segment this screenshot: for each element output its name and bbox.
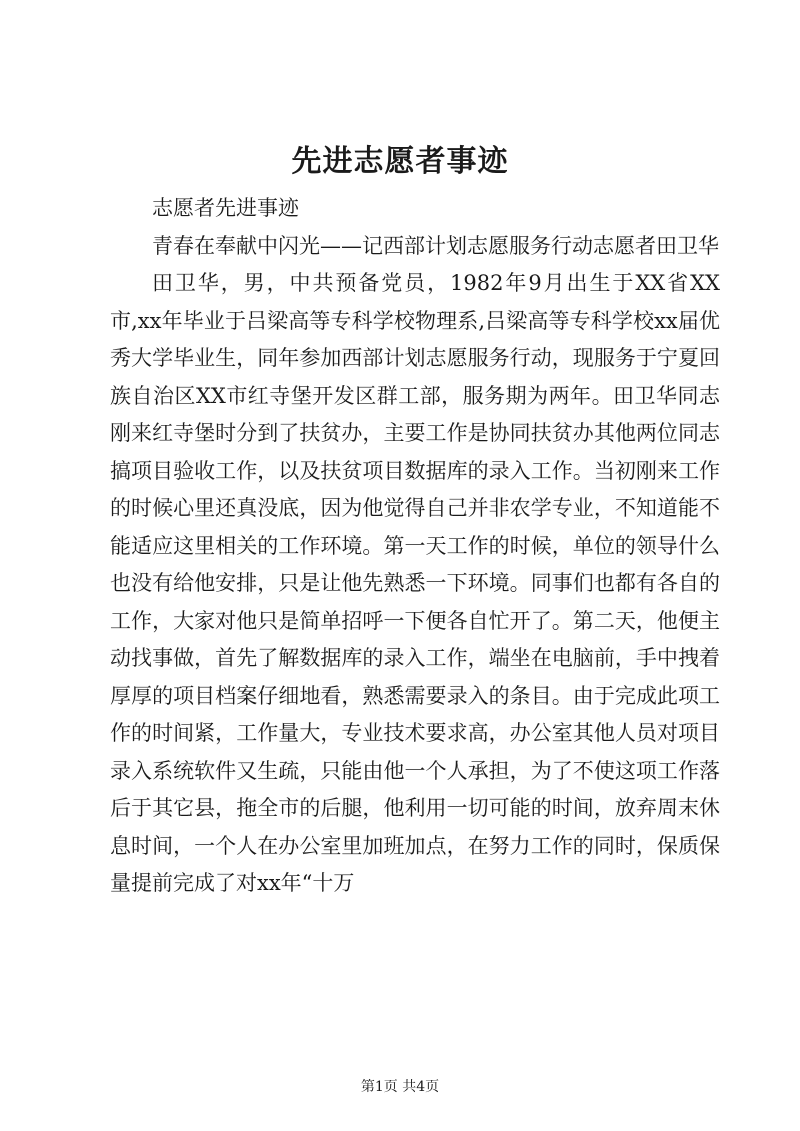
document-body xyxy=(110,190,720,903)
page-footer: 第1页 共4页 xyxy=(360,1079,440,1095)
paragraph-heading: 青春在奉献中闪光——记西部计划志愿服务行动志愿者田卫华 xyxy=(152,233,719,258)
paragraph-main: 田卫华，男，中共预备党员，1982年9月出生于XX省XX市,xx年毕业于吕梁高等专科学校物理系,吕梁高等专科学校xx届优秀大学毕业生，同年参加西部计划志愿服务行动，现服务于宁夏回族自治区XX市红寺堡开发区群工部，服务期为两年。田卫华同志刚来红寺堡时分到了扶贫办，主要工作是协同扶贫办其他两位同志搞项目验收工作，以及扶贫项目数据库的录入工作。当初刚来工作的时候心里还真没底，因为他觉得自己并非农学专业，不知道能不能适应这里相关的工作环境。第一天工作的时候，单位的领导什么也没有给他安排，只是让他先熟悉一下环境。同事们也都有各自的工作，大家对他只是简单招呼一下便各自忙开了。第二天，他便主动找事做，首先了解数据库的录入工作，端坐在电脑前，手中拽着厚厚的项目档案仔细地看，熟悉需要录入的条目。由于完成此项工作的时间紧，工作量大，专业技术要求高，办公室其他人员对项目录入系统软件又生疏，只能由他一个人承担，为了不使这项工作落后于其它县，拖全市的后腿，他利用一切可能的时间，放弃周末休息时间，一个人在办公室里加班加点，在努力工作的同时，保质保量提前完成了对xx年“十万 xyxy=(110,271,720,895)
document-title: 先进志愿者事迹 xyxy=(291,144,509,179)
paragraph-subtitle: 志愿者先进事迹 xyxy=(152,196,299,220)
